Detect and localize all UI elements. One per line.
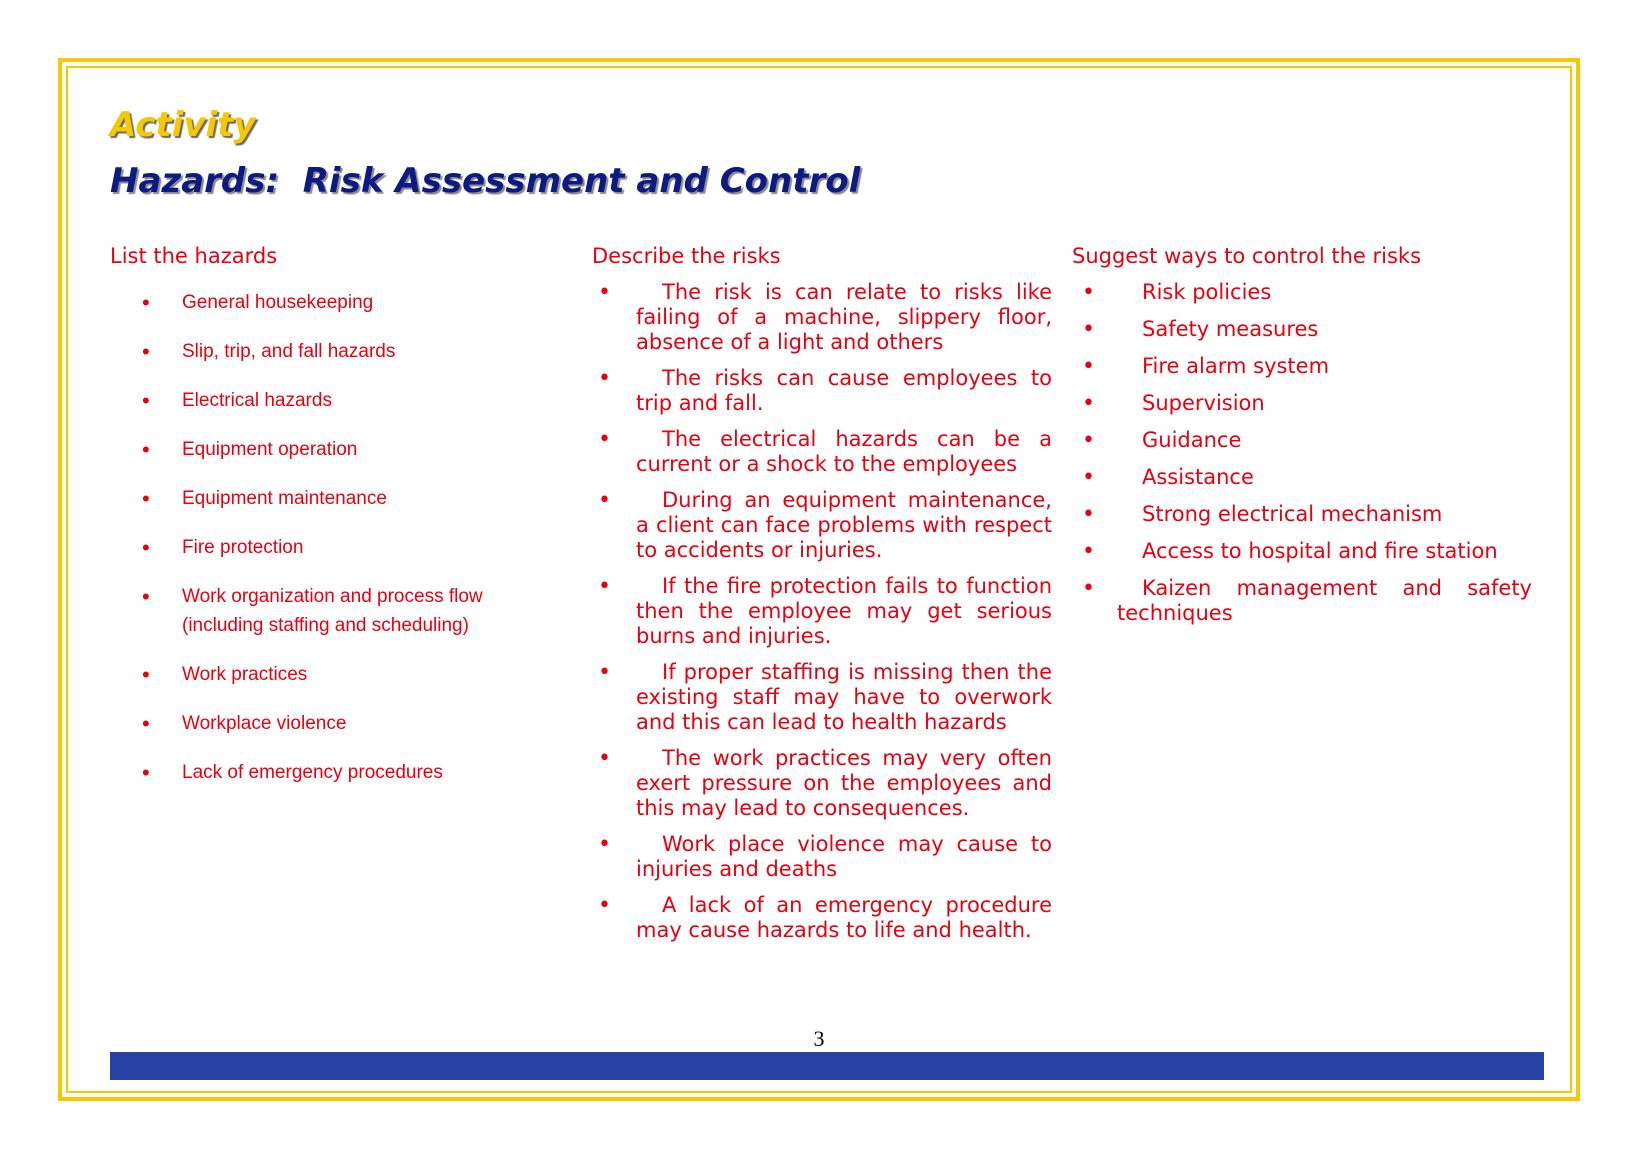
footer-bar xyxy=(110,1052,1544,1080)
bullet-icon: • xyxy=(598,893,611,918)
list-item-text: Work organization and process flow (including staffing and scheduling) xyxy=(182,586,483,636)
list-item-text: Slip, trip, and fall hazards xyxy=(182,341,396,362)
bullet-icon: • xyxy=(1082,317,1095,342)
list-item xyxy=(110,709,550,738)
bullet-icon: • xyxy=(598,427,611,452)
bullet-icon: • xyxy=(142,535,150,560)
bullet-icon: • xyxy=(598,746,611,771)
list-item-text: If proper staffing is missing then the existing staff may have to overwork and this can lead to health hazards xyxy=(636,660,1052,734)
bullet-icon: • xyxy=(1082,280,1095,305)
list-item xyxy=(1072,391,1532,416)
list-item xyxy=(1072,465,1532,490)
list-item-text: During an equipment maintenance, a client can face problems with respect to accidents or injuries. xyxy=(636,488,1052,562)
page-number: 3 xyxy=(813,1026,825,1051)
risks-list xyxy=(592,280,1052,943)
controls-list xyxy=(1072,280,1532,626)
list-item-text: Lack of emergency procedures xyxy=(182,762,443,783)
risks-column xyxy=(592,244,1052,954)
list-item-text: Kaizen management and safety techniques xyxy=(1117,576,1532,625)
bullet-icon: • xyxy=(1082,354,1095,379)
list-item-text: Guidance xyxy=(1142,428,1242,452)
list-item xyxy=(110,386,550,415)
list-item xyxy=(592,366,1052,416)
list-item xyxy=(592,574,1052,649)
bullet-icon: • xyxy=(142,711,150,736)
bullet-icon: • xyxy=(598,660,611,685)
bullet-icon: • xyxy=(598,280,611,305)
list-item xyxy=(1072,502,1532,527)
list-item xyxy=(592,427,1052,477)
list-item-text: General housekeeping xyxy=(182,292,374,313)
hazards-heading: List the hazards xyxy=(110,244,278,268)
list-item-text: The electrical hazards can be a current or a shock to the employees xyxy=(636,427,1052,476)
bullet-icon: • xyxy=(142,760,150,785)
hazards-column xyxy=(110,244,550,807)
bullet-icon: • xyxy=(1082,391,1095,416)
bullet-icon: • xyxy=(142,662,150,687)
list-item-text: If the fire protection fails to function then the employee may get serious burns and injuries. xyxy=(636,574,1052,648)
list-item xyxy=(592,832,1052,882)
page-title: Hazards: Risk Assessment and Control xyxy=(110,161,861,201)
bullet-icon: • xyxy=(142,388,150,413)
bullet-icon: • xyxy=(598,488,611,513)
list-item xyxy=(110,288,550,317)
list-item xyxy=(1072,354,1532,379)
list-item-text: Equipment operation xyxy=(182,439,358,460)
list-item-text: Workplace violence xyxy=(182,713,347,734)
list-item xyxy=(592,488,1052,563)
list-item-text: Work practices xyxy=(182,664,308,685)
list-item-text: Access to hospital and fire station xyxy=(1142,539,1498,563)
list-item-text: Assistance xyxy=(1142,465,1254,489)
list-item-text: Strong electrical mechanism xyxy=(1142,502,1443,526)
list-item-text: Fire protection xyxy=(182,537,304,558)
list-item-text: Risk policies xyxy=(1142,280,1272,304)
bullet-icon: • xyxy=(1082,576,1095,601)
list-item-text: Work place violence may cause to injuries and deaths xyxy=(636,832,1052,881)
list-item xyxy=(1072,280,1532,305)
list-item xyxy=(110,533,550,562)
list-item-text: The risk is can relate to risks like failing of a machine, slippery floor, absence of a light and others xyxy=(636,280,1052,354)
bullet-icon: • xyxy=(1082,539,1095,564)
bullet-icon: • xyxy=(142,437,150,462)
risks-heading: Describe the risks xyxy=(592,244,781,268)
list-item-text: The work practices may very often exert pressure on the employees and this may lead to consequences. xyxy=(636,746,1052,820)
list-item xyxy=(110,484,550,513)
controls-heading: Suggest ways to control the risks xyxy=(1072,244,1422,268)
list-item xyxy=(1072,428,1532,453)
activity-label: Activity xyxy=(110,105,256,145)
bullet-icon: • xyxy=(598,574,611,599)
bullet-icon: • xyxy=(1082,465,1095,490)
list-item-text: Safety measures xyxy=(1142,317,1319,341)
list-item-text: Equipment maintenance xyxy=(182,488,387,509)
bullet-icon: • xyxy=(1082,428,1095,453)
controls-column xyxy=(1072,244,1532,638)
bullet-icon: • xyxy=(598,366,611,391)
list-item xyxy=(1072,317,1532,342)
list-item xyxy=(592,893,1052,943)
list-item xyxy=(110,435,550,464)
bullet-icon: • xyxy=(1082,502,1095,527)
list-item xyxy=(110,660,550,689)
list-item-text: Fire alarm system xyxy=(1142,354,1330,378)
list-item-text: A lack of an emergency procedure may cause hazards to life and health. xyxy=(636,893,1052,942)
bullet-icon: • xyxy=(142,584,150,609)
list-item xyxy=(110,758,550,787)
bullet-icon: • xyxy=(142,290,150,315)
list-item-text: Electrical hazards xyxy=(182,390,332,411)
list-item xyxy=(1072,539,1532,564)
list-item xyxy=(110,582,550,640)
bullet-icon: • xyxy=(598,832,611,857)
list-item xyxy=(1072,576,1532,626)
list-item xyxy=(592,660,1052,735)
list-item xyxy=(592,280,1052,355)
list-item xyxy=(592,746,1052,821)
bullet-icon: • xyxy=(142,486,150,511)
list-item-text: Supervision xyxy=(1142,391,1265,415)
list-item xyxy=(110,337,550,366)
hazards-list xyxy=(110,288,550,787)
bullet-icon: • xyxy=(142,339,150,364)
list-item-text: The risks can cause employees to trip and fall. xyxy=(636,366,1052,415)
